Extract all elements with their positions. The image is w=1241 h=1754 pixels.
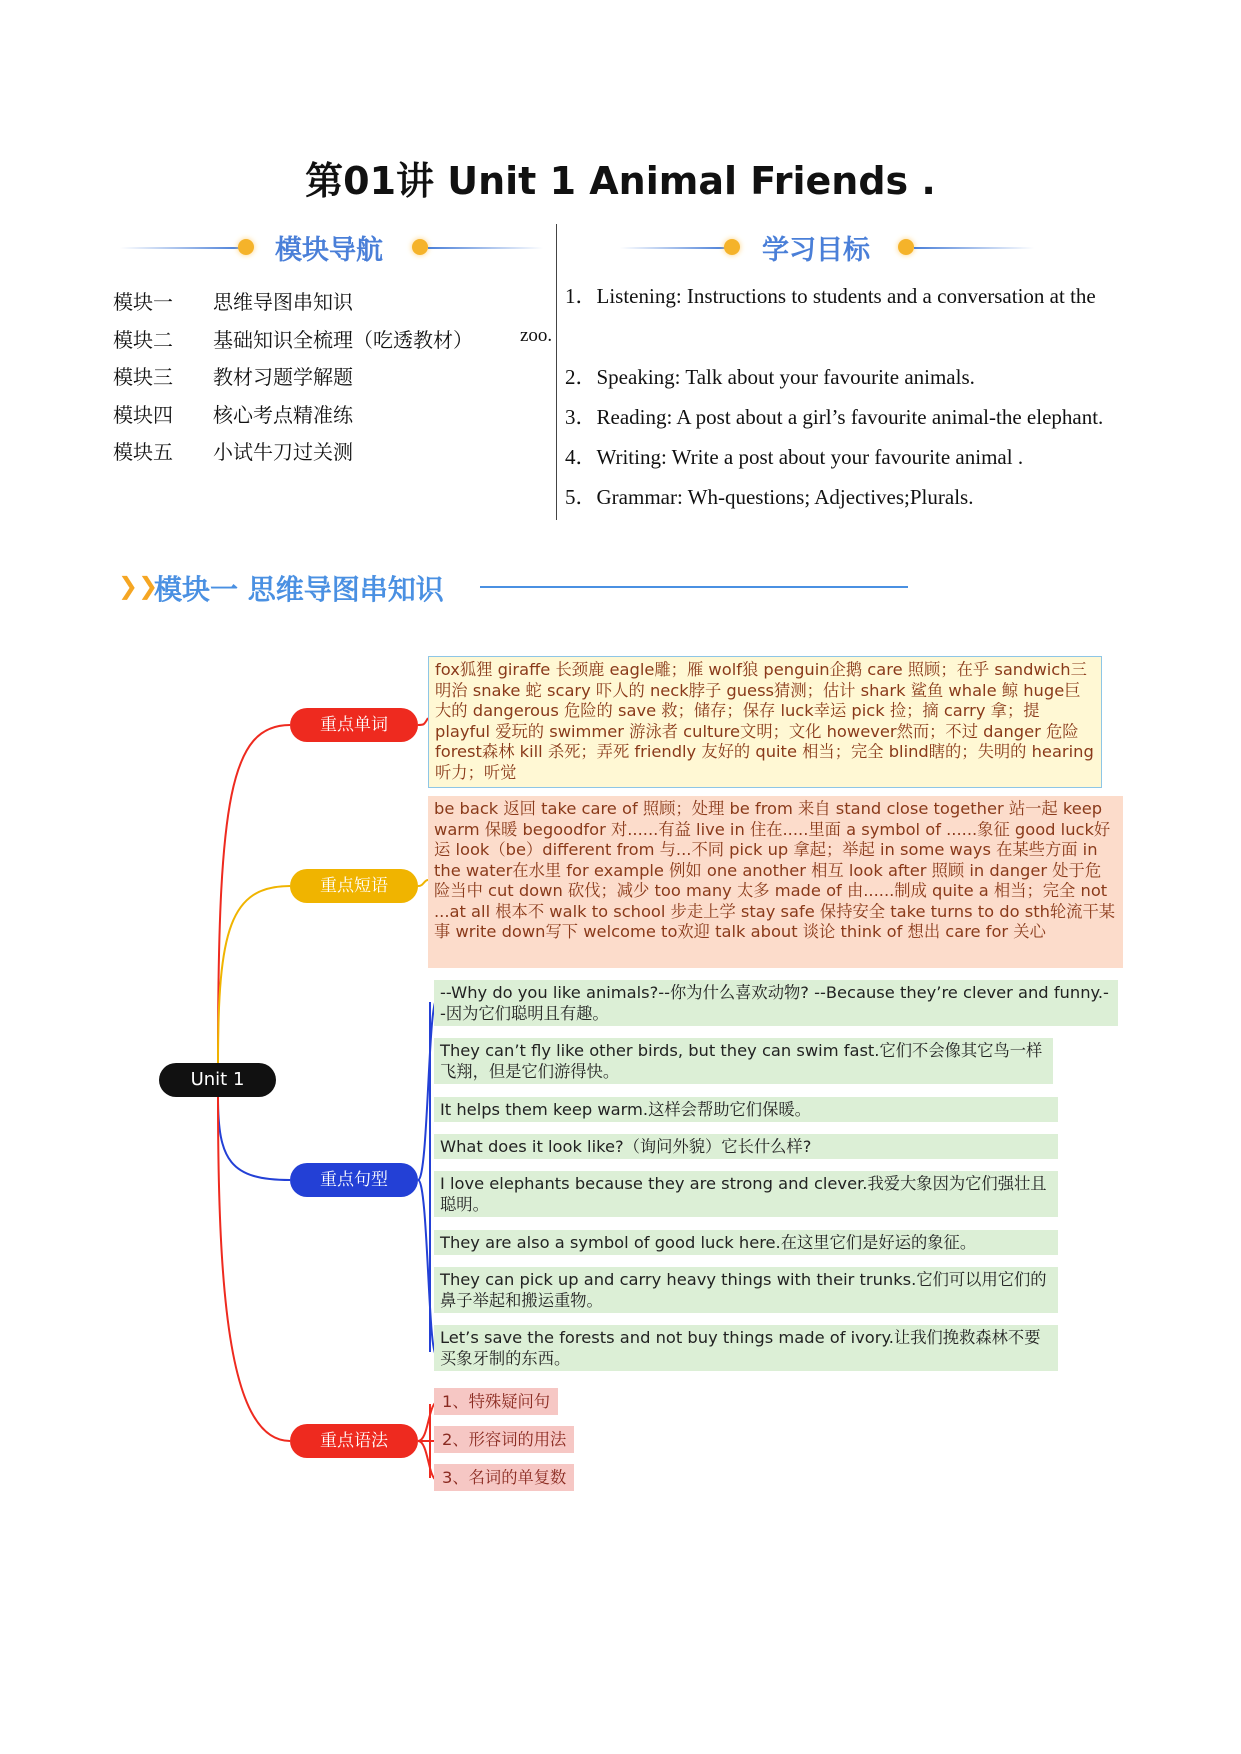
sentence-box: It helps them keep warm.这样会帮助它们保暖。 [434, 1097, 1058, 1122]
branch-node-vocab: 重点单词 [290, 708, 418, 742]
goal-text: Writing: Write a post about your favourite animal . [596, 445, 1024, 469]
nav-item-num: 模块五 [113, 440, 173, 464]
nav-item-text: 思维导图串知识 [213, 290, 353, 314]
page-title: 第01讲 Unit 1 Animal Friends . [305, 159, 936, 203]
nav-item-text: 教材习题学解题 [213, 365, 353, 389]
nav-item-text: 基础知识全梳理（吃透教材） [213, 327, 473, 352]
goal-text: Grammar: Wh-questions; Adjectives;Plurals. [596, 485, 974, 509]
goals-section-heading: 学习目标 [762, 235, 870, 266]
module1-heading: 模块一 思维导图串知识 [154, 573, 444, 606]
goal-num: 1． [565, 284, 597, 308]
branch-node-phrases: 重点短语 [290, 869, 418, 903]
nav-item-num: 模块一 [113, 290, 173, 314]
goal-num: 3． [565, 405, 597, 429]
vocab-box: fox狐狸 giraffe 长颈鹿 eagle雕；雁 wolf狼 penguin企鹅 care 照顾；在乎 sandwich三明治 snake 蛇 scary 吓人的 neck脖子 guess猜测；估计 shark 鲨鱼 whale 鲸 huge巨大的 dangerous 危险的 save 救；储存；保存 luck幸运 pick 捡；摘 carry 拿；提 playful 爱玩的 swimmer 游泳者 culture文明；文化 however然而；不过 danger 危险 forest森林 kill 杀死；弄死 friendly 友好的 quite 相当；完全 blind瞎的；失明的 hearing 听力；听觉 [428, 656, 1102, 788]
goal-text: Reading: A post about a girl’s favourite animal-the elephant. [596, 405, 1104, 429]
nav-item-num: 模块三 [113, 365, 173, 389]
nav-section-heading: 模块导航 [275, 235, 383, 266]
goal-num: 4． [565, 445, 597, 469]
goal-text: Listening: Instructions to students and a conversation at the [596, 284, 1096, 308]
double-chevron-icon: ❯❯ [118, 572, 159, 600]
mindmap-root-node: Unit 1 [159, 1063, 276, 1097]
branch-node-sentences: 重点句型 [290, 1163, 418, 1197]
sentence-box: Let’s save the forests and not buy things made of ivory.让我们挽救森林不要买象牙制的东西。 [434, 1325, 1058, 1371]
sentence-box: What does it look like?（询问外貌）它长什么样? [434, 1134, 1058, 1159]
sentence-box: I love elephants because they are strong and clever.我爱大象因为它们强壮且聪明。 [434, 1171, 1058, 1217]
goal-num: 5． [565, 485, 597, 509]
grammar-item: 2、形容词的用法 [434, 1426, 574, 1453]
nav-item-num: 模块四 [113, 402, 173, 427]
branch-node-grammar: 重点语法 [290, 1424, 418, 1458]
nav-item-num: 模块二 [113, 327, 173, 352]
nav-item-text: 核心考点精准练 [213, 402, 353, 427]
nav-item-text: 小试牛刀过关测 [213, 440, 353, 464]
grammar-item: 3、名词的单复数 [434, 1464, 574, 1491]
sentence-box: They can pick up and carry heavy things with their trunks.它们可以用它们的鼻子举起和搬运重物。 [434, 1267, 1058, 1313]
sentence-box: They can’t fly like other birds, but they can swim fast.它们不会像其它鸟一样飞翔，但是它们游得快。 [434, 1038, 1053, 1084]
grammar-item: 1、特殊疑问句 [434, 1388, 558, 1415]
sentence-box: --Why do you like animals?--你为什么喜欢动物? --Because they’re clever and funny.--因为它们聪明且有趣。 [434, 980, 1118, 1026]
goal-text-cont: zoo. [520, 325, 553, 346]
goal-num: 2． [565, 365, 597, 389]
goal-text: Speaking: Talk about your favourite animals. [596, 365, 975, 389]
sentence-box: They are also a symbol of good luck here.在这里它们是好运的象征。 [434, 1230, 1058, 1255]
phrases-box: be back 返回 take care of 照顾；处理 be from 来自 stand close together 站一起 keep warm 保暖 begoodfor 对......有益 live in 住在.....里面 a symbol of ......象征 good luck好运 look（be）different from 与...不同 pick up 拿起；举起 in some ways 在某些方面 in the water在水里 for example 例如 one another 相互 look after 照顾 in danger 处于危险当中 cut down 砍伐；减少 too many 太多 made of 由......制成 quite a 相当；完全 not ...at all 根本不 walk to school 步走上学 stay safe 保持安全 take turns to do sth轮流干某事 write down写下 welcome to欢迎 talk about 谈论 think of 想出 care for 关心 [428, 796, 1123, 968]
